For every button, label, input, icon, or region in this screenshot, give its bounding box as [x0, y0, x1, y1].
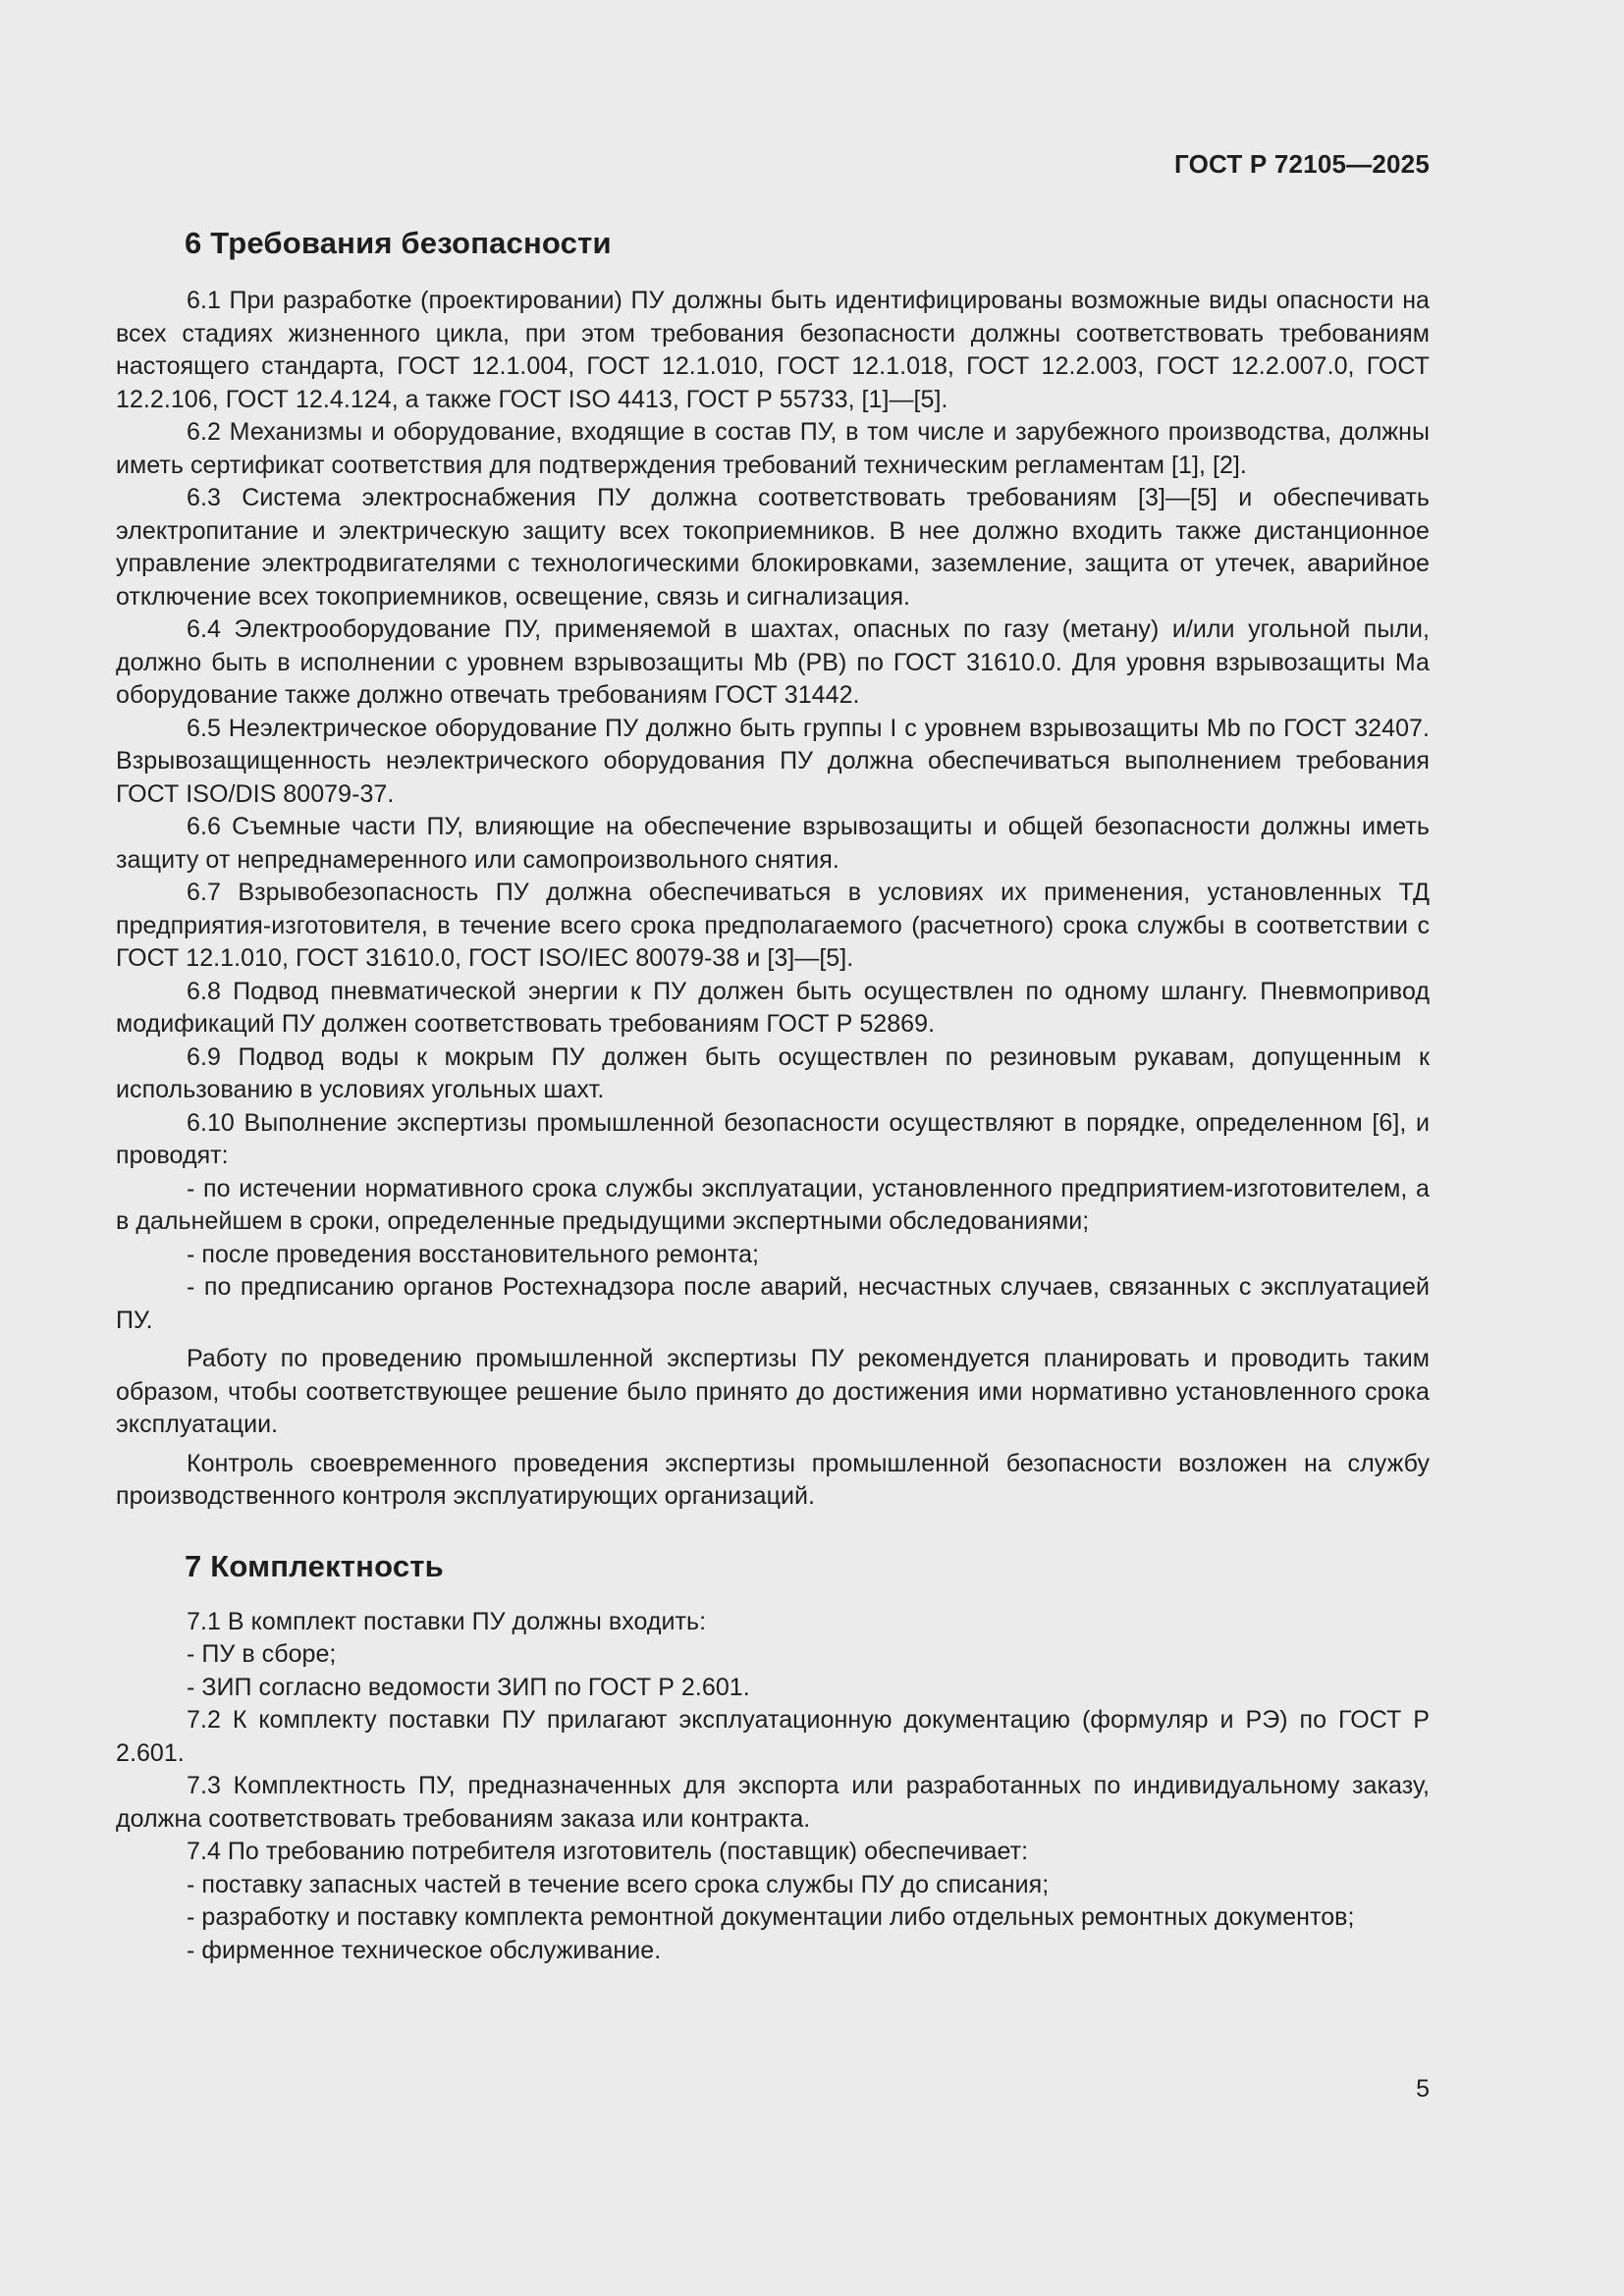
section-6-title: 6 Требования безопасности — [185, 226, 612, 260]
section-7-title: 7 Комплектность — [185, 1548, 444, 1583]
paragraph-6-7: 6.7 Взрывобезопасность ПУ должна обеспечиваться в условиях их применения, установленных ТД предприятия-изготовителя, в течение всего срока предполагаемого (расчетного) срока службы в соответствии с ГОСТ 12.1.010, ГОСТ 31610.0, ГОСТ ISO/IEC 80079-38 и [3]—[5]. — [116, 879, 1430, 972]
page-number: 5 — [1416, 2075, 1430, 2103]
paragraph-7-3: 7.3 Комплектность ПУ, предназначенных для экспорта или разработанных по индивидуальному заказу, должна соответствовать требованиям заказа или контракта. — [116, 1772, 1430, 1833]
list-item: - по предписанию органов Ростехнадзора после аварий, несчастных случаев, связанных с эксплуатацией ПУ. — [116, 1273, 1430, 1334]
paragraph-6-2: 6.2 Механизмы и оборудование, входящие в состав ПУ, в том числе и зарубежного производства, должны иметь сертификат соответствия для подтверждения требований техническим регламентам [1], [2]. — [116, 418, 1430, 479]
paragraph-7-1: 7.1 В комплект поставки ПУ должны входить: — [187, 1607, 707, 1635]
paragraph-6-9: 6.9 Подвод воды к мокрым ПУ должен быть осуществлен по резиновым рукавам, допущенным к использованию в условиях угольных шахт. — [116, 1042, 1430, 1103]
paragraph-6-6: 6.6 Съемные части ПУ, влияющие на обеспечение взрывозащиты и общей безопасности должны иметь защиту от непреднамеренного или самопроизвольного снятия. — [116, 813, 1430, 874]
paragraph-expertise-control: Контроль своевременного проведения экспертизы промышленной безопасности возложен на службу производственного контроля эксплуатирующих организаций. — [116, 1449, 1430, 1510]
list-item: - фирменное техническое обслуживание. — [187, 1936, 662, 1964]
paragraph-6-1: 6.1 При разработке (проектировании) ПУ должны быть идентифицированы возможные виды опасности на всех стадиях жизненного цикла, при этом требования безопасности должны соответствовать требованиям настоящего стандарта, ГОСТ 12.1.004, ГОСТ 12.1.010, ГОСТ 12.1.018, ГОСТ 12.2.003, ГОСТ 12.2.007.0, ГОСТ 12.2.106, ГОСТ 12.4.124, а также ГОСТ ISO 4413, ГОСТ Р 55733, [1]—[5]. — [116, 287, 1430, 413]
list-item: - ПУ в сборе; — [187, 1640, 337, 1668]
list-item: - разработку и поставку комплекта ремонтной документации либо отдельных ремонтных документов; — [187, 1903, 1355, 1931]
list-item: - после проведения восстановительного ремонта; — [187, 1240, 760, 1268]
paragraph-7-4: 7.4 По требованию потребителя изготовитель (поставщик) обеспечивает: — [187, 1838, 1029, 1865]
document-code: ГОСТ Р 72105—2025 — [1174, 149, 1430, 179]
paragraph-6-4: 6.4 Электрооборудование ПУ, применяемой в шахтах, опасных по газу (метану) и/или угольной пыли, должно быть в исполнении с уровнем взрывозащиты Mb (PB) по ГОСТ 31610.0. Для уровня взрывозащиты Ма оборудование также должно отвечать требованиям ГОСТ 31442. — [116, 615, 1430, 709]
paragraph-6-5: 6.5 Неэлектрическое оборудование ПУ должно быть группы I с уровнем взрывозащиты Mb по ГОСТ 32407. Взрывозащищенность неэлектрического оборудования ПУ должна обеспечиваться выполнением требования ГОСТ ISO/DIS 80079-37. — [116, 714, 1430, 808]
paragraph-6-8: 6.8 Подвод пневматической энергии к ПУ должен быть осуществлен по одному шлангу. Пневмопривод модификаций ПУ должен соответствовать требованиям ГОСТ Р 52869. — [116, 977, 1430, 1038]
list-item: - ЗИП согласно ведомости ЗИП по ГОСТ Р 2.601. — [187, 1673, 750, 1701]
paragraph-6-3: 6.3 Система электроснабжения ПУ должна соответствовать требованиям [3]—[5] и обеспечивать электропитание и электрическую защиту всех токоприемников. В нее должно входить также дистанционное управление электродвигателями с технологическими блокировками, заземление, защита от утечек, аварийное отключение всех токоприемников, освещение, связь и сигнализация. — [116, 484, 1430, 611]
paragraph-6-10: 6.10 Выполнение экспертизы промышленной безопасности осуществляют в порядке, определенном [6], и проводят: — [116, 1108, 1430, 1169]
list-item: - по истечении нормативного срока службы эксплуатации, установленного предприятием-изготовителем, а в дальнейшем в сроки, определенные предыдущими экспертными обследованиями; — [116, 1174, 1430, 1235]
paragraph-7-2: 7.2 К комплекту поставки ПУ прилагают эксплуатационную документацию (формуляр и РЭ) по ГОСТ Р 2.601. — [116, 1706, 1430, 1767]
paragraph-expertise-planning: Работу по проведению промышленной экспертизы ПУ рекомендуется планировать и проводить таким образом, чтобы соответствующее решение было принято до достижения ими нормативно установленного срока эксплуатации. — [116, 1345, 1430, 1438]
page-content — [116, 147, 1430, 1967]
list-item: - поставку запасных частей в течение всего срока службы ПУ до списания; — [187, 1870, 1050, 1898]
